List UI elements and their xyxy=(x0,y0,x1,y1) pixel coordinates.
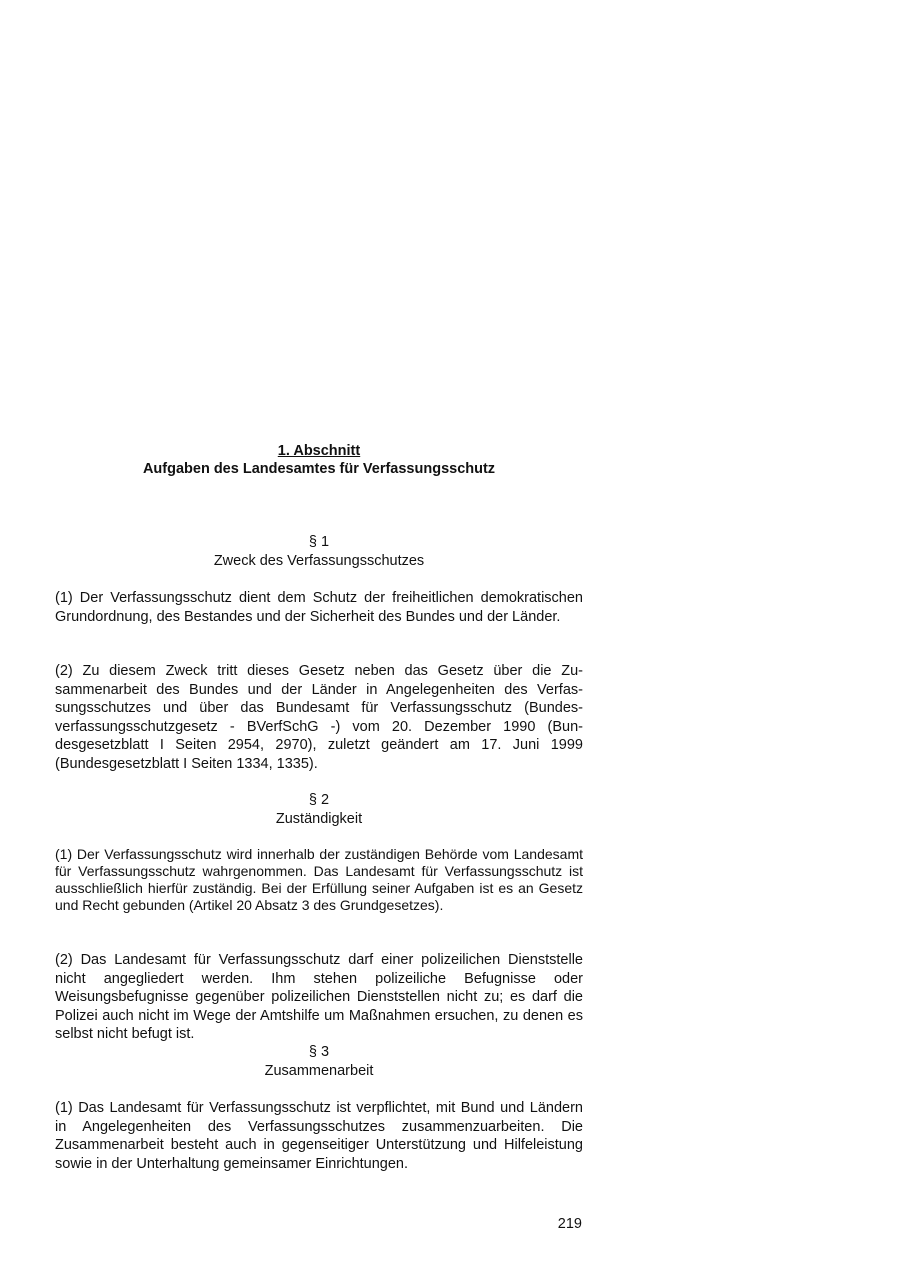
section-3-symbol: § 3 xyxy=(308,1044,330,1060)
section-1-symbol: § 1 xyxy=(308,534,330,550)
section-3-paragraph-1: (1) Das Landesamt für Verfassungsschutz ist verpflichtet, mit Bund und Ländern in Angelegenheiten des Verfassungsschutzes zusammenzuarbeiten. Die Zusammenarbeit besteht auch in gegenseitiger Unterstützung und Hilfeleistung sowie in der Unterhaltung gemeinsamer Einrichtungen. xyxy=(55,1100,583,1172)
page-number: 219 xyxy=(557,1216,582,1232)
section-2-title: Zuständigkeit xyxy=(275,811,363,827)
section-1-paragraph-1: (1) Der Verfassungsschutz dient dem Schutz der freiheitlichen demokratischen Grundordnung, des Bestandes und der Sicherheit des Bundes und der Länder. xyxy=(55,590,583,625)
section-2-paragraph-2: (2) Das Landesamt für Verfassungsschutz darf einer polizeilichen Dienststelle nicht angegliedert werden. Ihm stehen polizeiliche Befugnisse oder Weisungsbefugnisse gegenüber polizeilichen Dienststellen nicht zu; es darf die Polizei auch nicht im Wege der Amtshilfe um Maßnahmen ersuchen, zu denen es selbst nicht befugt ist. xyxy=(55,952,583,1043)
section-2-paragraph-1: (1) Der Verfassungsschutz wird innerhalb der zuständigen Behörde vom Landesamt für Verfassungsschutz wahrgenommen. Das Landesamt für Verfassungsschutz ist ausschließlich hierfür zuständig. Bei der Erfüllung seiner Aufgaben ist es an Gesetz und Recht gebunden (Artikel 20 Absatz 3 des Grundgesetzes). xyxy=(55,846,583,913)
chapter-title: Aufgaben des Landesamtes für Verfassungsschutz xyxy=(142,461,496,477)
section-3-title: Zusammenarbeit xyxy=(264,1063,374,1079)
section-1-paragraph-2: (2) Zu diesem Zweck tritt dieses Gesetz neben das Gesetz über die Zusammenarbeit des Bundes und der Länder in Angelegenheiten des Verfassungsschutzes und über das Bundesamt für Verfassungsschutz (Bundesverfassungsschutzgesetz - BVerfSchG -) vom 20. Dezember 1990 (Bundesgesetzblatt I Seiten 2954, 2970), zuletzt geändert am 17. Juni 1999 (Bundesgesetzblatt I Seiten 1334, 1335). xyxy=(55,663,583,772)
chapter-number: 1. Abschnitt xyxy=(277,443,361,459)
chapter-heading xyxy=(55,442,583,478)
section-1-title: Zweck des Verfassungsschutzes xyxy=(213,553,425,569)
section-2-symbol: § 2 xyxy=(308,792,330,808)
section-1-heading xyxy=(55,533,583,571)
section-2-heading xyxy=(55,791,583,829)
section-3-heading xyxy=(55,1043,583,1081)
